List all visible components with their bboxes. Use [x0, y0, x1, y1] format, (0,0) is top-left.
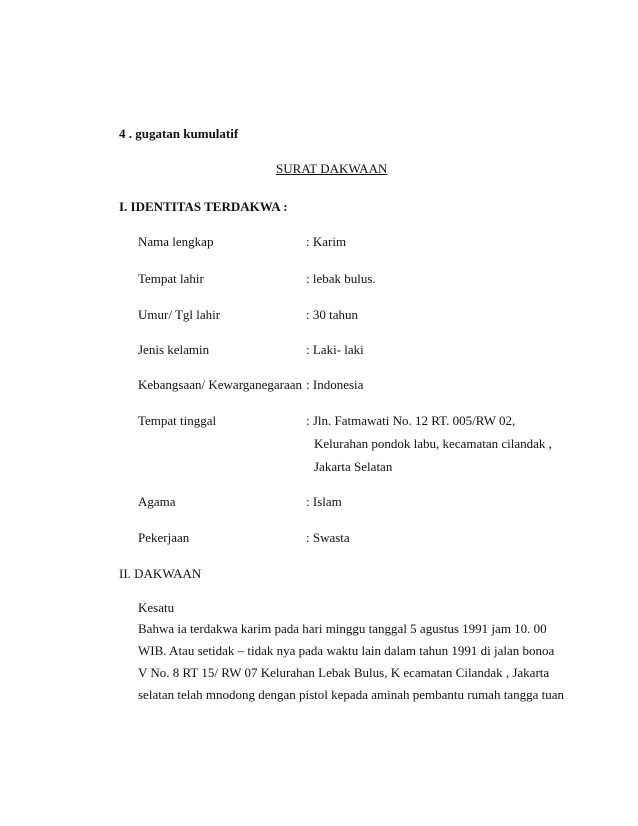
identitas-label-kebangsaan: Kebangsaan/ Kewarganegaraan [138, 377, 302, 392]
identitas-value-tempat-tinggal-line3: Jakarta Selatan [314, 459, 393, 474]
identitas-value-agama: : Islam [306, 494, 342, 509]
section-heading: 4 . gugatan kumulatif [119, 126, 239, 141]
identitas-heading: I. IDENTITAS TERDAKWA : [119, 199, 288, 214]
document-title: SURAT DAKWAAN [276, 161, 388, 176]
kesatu-label: Kesatu [138, 600, 175, 615]
identitas-label-pekerjaan: Pekerjaan [138, 530, 190, 545]
identitas-value-tempat-tinggal-line2: Kelurahan pondok labu, kecamatan cilandak , [314, 436, 552, 451]
identitas-label-tempat-lahir: Tempat lahir [138, 271, 204, 286]
identitas-value-umur: : 30 tahun [306, 307, 358, 322]
kesatu-line: selatan telah mnodong dengan pistol kepada aminah pembantu rumah tangga tuan [138, 687, 564, 702]
identitas-label-tempat-tinggal: Tempat tinggal [138, 413, 217, 428]
identitas-value-kebangsaan: : Indonesia [306, 377, 364, 392]
kesatu-line: WIB. Atau setidak – tidak nya pada waktu lain dalam tahun 1991 di jalan bonoa [138, 643, 555, 658]
identitas-value-jenis-kelamin: : Laki- laki [306, 342, 364, 357]
kesatu-line: Bahwa ia terdakwa karim pada hari minggu tanggal 5 agustus 1991 jam 10. 00 [138, 621, 547, 636]
identitas-value-tempat-tinggal: : Jln. Fatmawati No. 12 RT. 005/RW 02, [306, 413, 516, 428]
identitas-label-jenis-kelamin: Jenis kelamin [138, 342, 210, 357]
identitas-label-agama: Agama [138, 494, 176, 509]
identitas-label-umur: Umur/ Tgl lahir [138, 307, 221, 322]
identitas-value-pekerjaan: : Swasta [306, 530, 350, 545]
kesatu-line: V No. 8 RT 15/ RW 07 Kelurahan Lebak Bulus, K ecamatan Cilandak , Jakarta [138, 665, 550, 680]
dakwaan-heading: II. DAKWAAN [119, 566, 202, 581]
identitas-value-tempat-lahir: : lebak bulus. [306, 271, 376, 286]
identitas-value-nama: : Karim [306, 234, 347, 249]
identitas-label-nama: Nama lengkap [138, 234, 214, 249]
